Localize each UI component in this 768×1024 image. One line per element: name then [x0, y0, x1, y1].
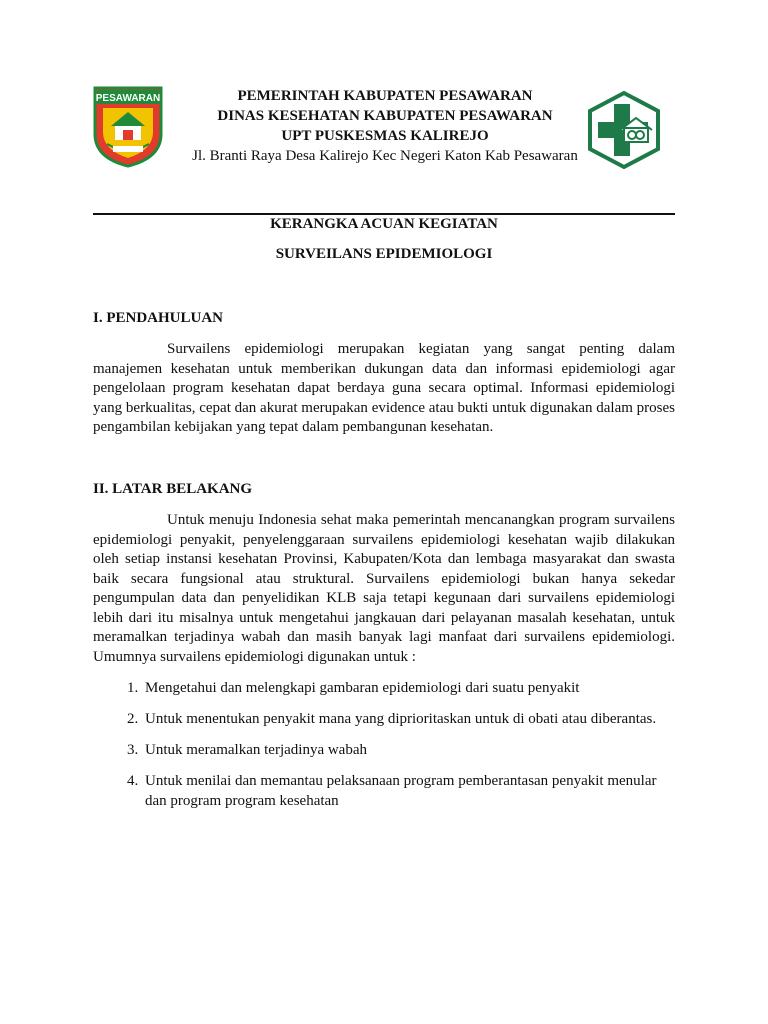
list-item-number: 2.	[127, 711, 139, 727]
document-subtitle: SURVEILANS EPIDEMIOLOGI	[275, 246, 493, 262]
list-item	[127, 710, 675, 730]
letterhead	[180, 86, 590, 166]
list-item	[127, 772, 675, 811]
list-item	[127, 679, 675, 699]
pesawaran-logo	[93, 86, 163, 168]
list-item-number: 4.	[127, 773, 139, 789]
puskesmas-logo	[584, 90, 664, 170]
section-heading-latar-belakang: II. LATAR BELAKANG	[93, 481, 253, 497]
document-title: KERANGKA ACUAN KEGIATAN	[270, 216, 498, 232]
letterhead-line-puskesmas: UPT PUSKESMAS KALIREJO	[281, 128, 489, 144]
list-item-text: Mengetahui dan melengkapi gambaran epidemiologi dari suatu penyakit	[145, 680, 580, 696]
list-item-text: Untuk menilai dan memantau pelaksanaan program pemberantasan penyakit menular dan program program kesehatan	[145, 773, 657, 809]
section-heading-pendahuluan: I. PENDAHULUAN	[93, 310, 224, 326]
list-item-number: 3.	[127, 742, 139, 758]
list-item-text: Untuk meramalkan terjadinya wabah	[145, 742, 367, 758]
section-body-latar-belakang: Untuk menuju Indonesia sehat maka pemerintah mencanangkan program survailens epidemiologi penyakit, penyelenggaraan survailens epidemiologi kesehatan wajib dilakukan oleh setiap instansi kesehatan Provinsi, Kabupaten/Kota dan lembaga masyarakat dan swasta baik secara fungsional atau struktural. Survailens epidemiologi bukan hanya sekedar pengumpulan data dan penyelidikan KLB saja tetapi kegunaan dari survailens epidemiologi lebih dari itu misalnya untuk mengetahui jangkauan dari pelayanan masalah kesehatan, untuk meramalkan terjadinya wabah dan masih banyak lagi manfaat dari survailens epidemiologi. Umumnya survailens epidemiologi digunakan untuk :	[93, 512, 675, 665]
list-item-text: Untuk menentukan penyakit mana yang diprioritaskan untuk di obati atau diberantas.	[145, 711, 657, 727]
letterhead-line-government: PEMERINTAH KABUPATEN PESAWARAN	[237, 88, 533, 104]
list-item-number: 1.	[127, 680, 139, 696]
list-item	[127, 741, 675, 761]
letterhead-line-health-office: DINAS KESEHATAN KABUPATEN PESAWARAN	[217, 108, 553, 124]
section-body-pendahuluan: Survailens epidemiologi merupakan kegiatan yang sangat penting dalam manajemen kesehatan untuk memberikan dukungan data dan informasi epidemiologi agar pengelolaan program kesehatan dapat berdaya guna secara optimal. Informasi epidemiologi yang berkualitas, cepat dan akurat merupakan evidence atau bukti untuk digunakan dalam proses pengambilan kebijakan yang tepat dalam pembangunan kesehatan.	[93, 341, 675, 435]
usage-list	[127, 679, 675, 823]
header-divider	[93, 213, 675, 215]
logo-left-text: PESAWARAN	[95, 93, 161, 104]
letterhead-address: Jl. Branti Raya Desa Kalirejo Kec Negeri Katon Kab Pesawaran	[192, 148, 578, 164]
